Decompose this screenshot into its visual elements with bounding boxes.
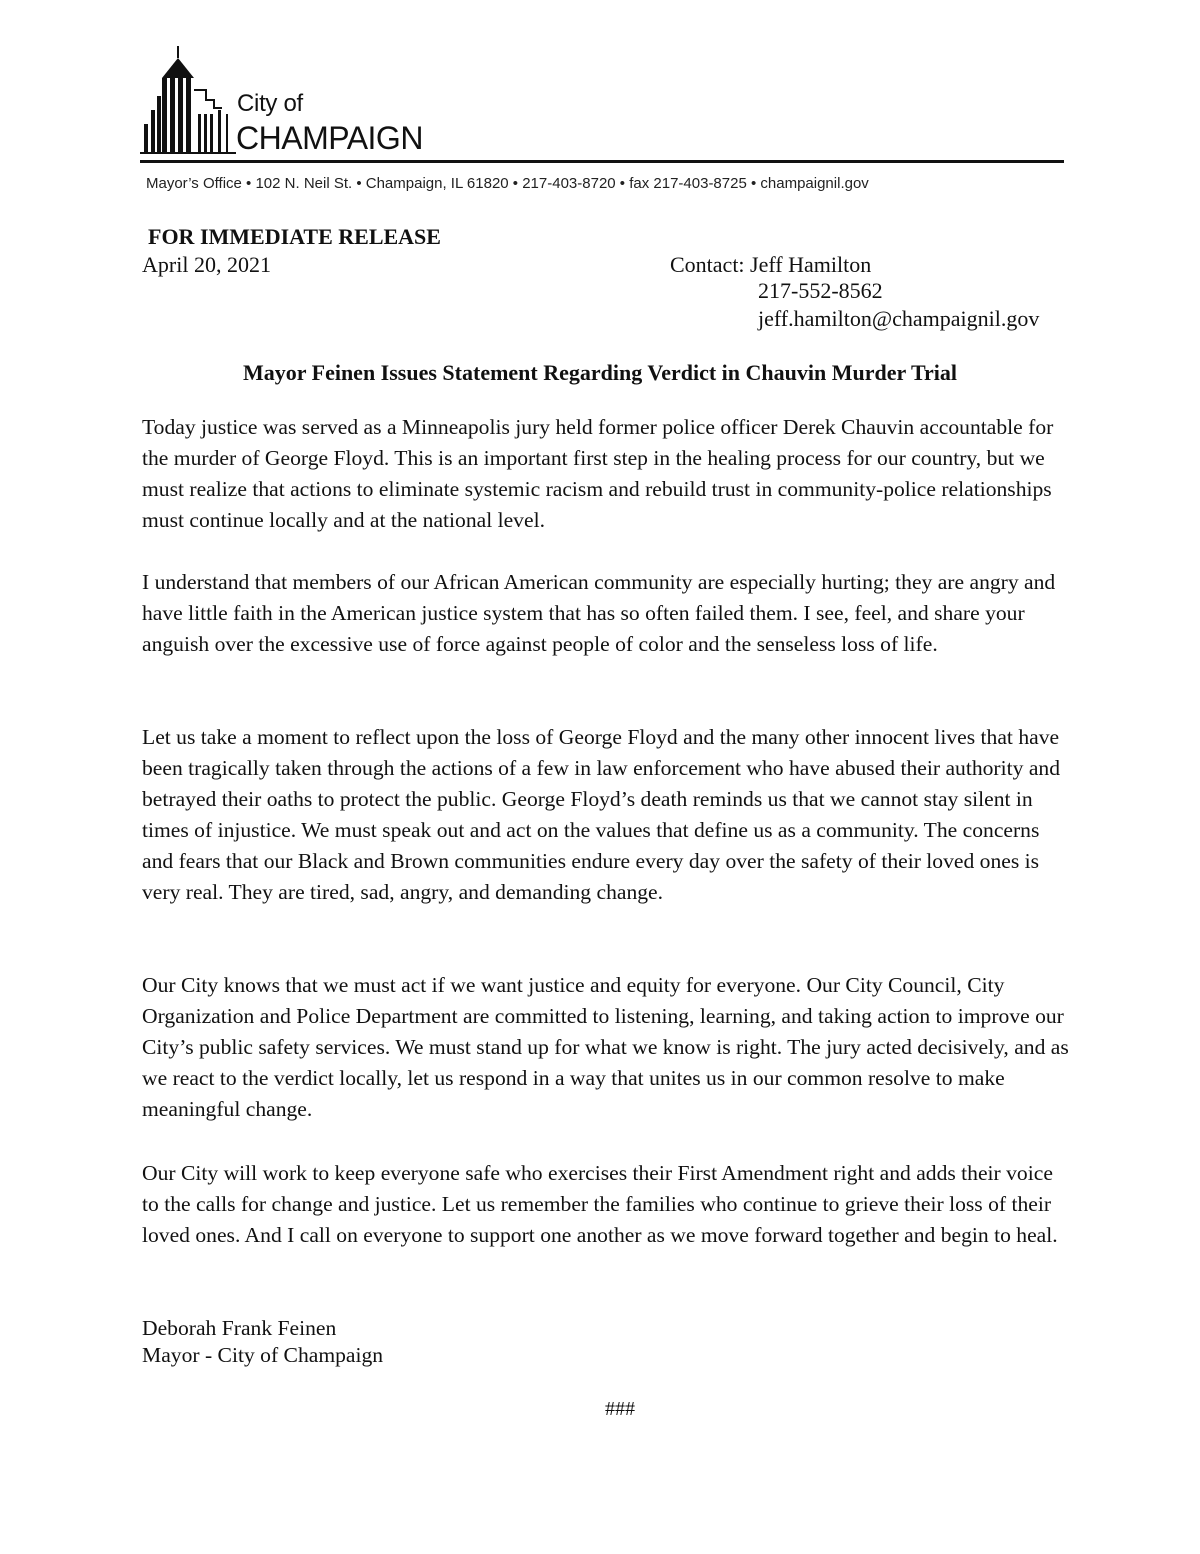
city-logo [140, 44, 450, 162]
signature-name: Deborah Frank Feinen [142, 1316, 337, 1340]
press-release-headline: Mayor Feinen Issues Statement Regarding Verdict in Chauvin Murder Trial [243, 360, 957, 385]
body-paragraph: I understand that members of our African American community are especially hurting; they are angry and have little faith in the American justice system that has so often failed them. I see, feel, and share your anguish over the excessive use of force against people of color and the senseless loss of life. [142, 570, 1056, 656]
release-label: FOR IMMEDIATE RELEASE [148, 224, 441, 249]
logo-city-of: City of [237, 90, 303, 117]
city-skyline-icon [140, 44, 236, 156]
body-paragraph: Our City will work to keep everyone safe who exercises their First Amendment right and adds their voice to the calls for change and justice. Let us remember the families who continue to grieve their loss of their loved ones. And I call on everyone to support one another as we move forward together and begin to heal. [142, 1161, 1058, 1247]
end-mark: ### [605, 1398, 635, 1420]
body-paragraph: Today justice was served as a Minneapolis jury held former police officer Derek Chauvin accountable for the murder of George Floyd. This is an important first step in the healing process for our country, but we must realize that actions to eliminate systemic racism and rebuild trust in community-police relationships must continue locally and at the national level. [142, 415, 1054, 532]
signature-title: Mayor - City of Champaign [142, 1343, 384, 1367]
body-paragraph: Let us take a moment to reflect upon the loss of George Floyd and the many other innocent lives that have been tragically taken through the actions of a few in law enforcement who have abused their authority and betrayed their oaths to protect the public. George Floyd’s death reminds us that we cannot stay silent in times of injustice. We must speak out and act on the values that define us as a community. The concerns and fears that our Black and Brown communities endure every day over the safety of their loved ones is very real. They are tired, sad, angry, and demanding change. [142, 725, 1060, 904]
contact-email: jeff.hamilton@champaignil.gov [758, 306, 1040, 331]
release-date: April 20, 2021 [142, 252, 271, 277]
contact-name: Contact: Jeff Hamilton [670, 252, 872, 277]
logo-champaign: CHAMPAIGN [236, 120, 423, 156]
body-paragraph: Our City knows that we must act if we want justice and equity for everyone. Our City Council, City Organization and Police Department are committed to listening, learning, and taking action to improve our City’s public safety services. We must stand up for what we know is right. The jury acted decisively, and as we react to the verdict locally, let us respond in a way that unites us in our common resolve to make meaningful change. [142, 973, 1069, 1121]
contact-phone: 217-552-8562 [758, 278, 883, 303]
office-contact-line: Mayor’s Office • 102 N. Neil St. • Champaign, IL 61820 • 217-403-8720 • fax 217-403-8725 • champaignil.gov [146, 175, 869, 192]
header-divider [140, 160, 1064, 163]
